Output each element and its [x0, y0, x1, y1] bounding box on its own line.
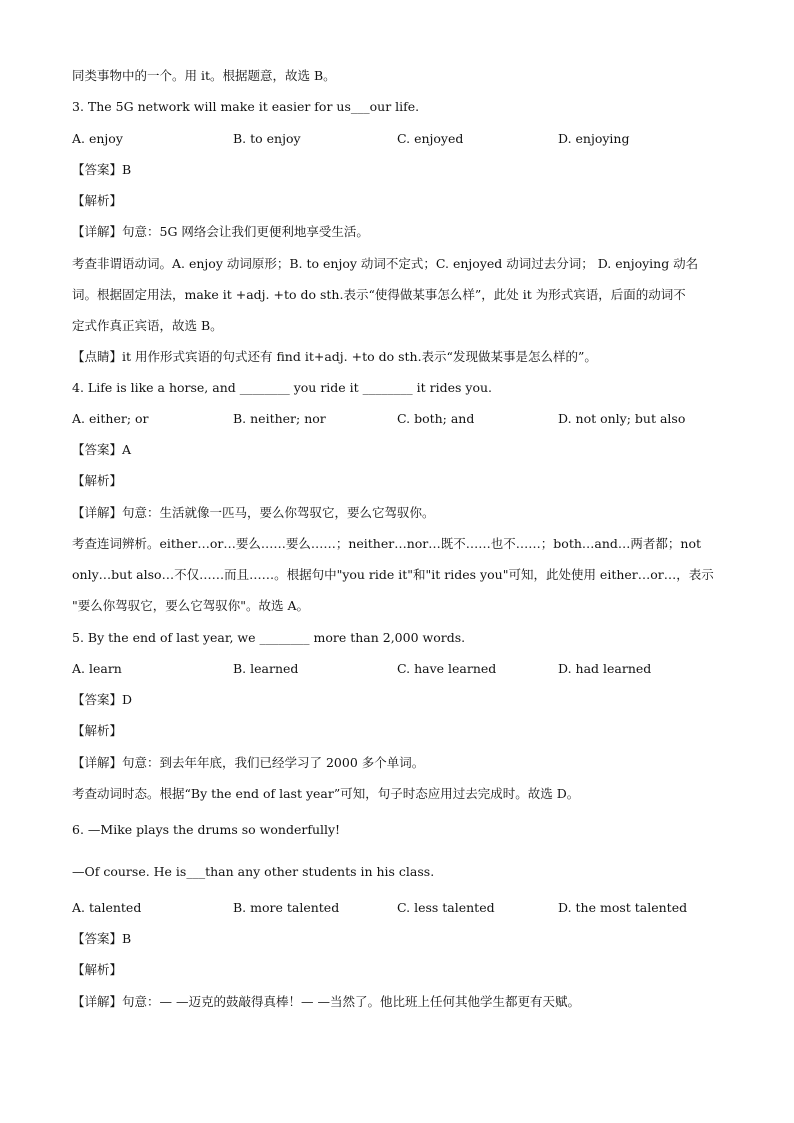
analysis-label: 【解析】 [72, 193, 123, 208]
question-6-reply: —Of course. He is___than any other students in his class. [72, 864, 435, 879]
explanation-text: "要么你驾驭它，要么它驾驭你"。故选 A。 [72, 598, 310, 613]
option-c: C. enjoyed [397, 131, 464, 146]
option-a: A. enjoy [72, 131, 123, 146]
explanation-text: only…but also…不仅……而且……。根据句中"you ride it"和"it rides you"可知，此处使用 either…or…，表示 [72, 567, 714, 582]
detail-text: 【详解】句意：— —迈克的鼓敲得真棒！— —当然了。他比班上任何其他学生都更有天赋。 [72, 994, 580, 1009]
question-3: 3. The 5G network will make it easier for us___our life. [72, 99, 420, 114]
explanation-text: 考查连词辨析。either…or…要么……要么……；neither…nor…既不……也不……；both…and…两者都；not [72, 536, 701, 551]
answer-label: 【答案】B [72, 162, 132, 177]
answer-label: 【答案】B [72, 931, 132, 946]
option-d: D. not only; but also [558, 411, 686, 426]
option-d: D. had learned [558, 661, 652, 676]
question-6: 6. —Mike plays the drums so wonderfully! [72, 822, 341, 837]
option-d: D. enjoying [558, 131, 630, 146]
explanation-text: 词。根据固定用法，make it +adj. +to do sth.表示“使得做某事怎么样”，此处 it 为形式宾语，后面的动词不 [72, 287, 686, 302]
detail-text: 【详解】句意：到去年年底，我们已经学习了 2000 多个单词。 [72, 755, 425, 770]
option-b: B. neither; nor [233, 411, 326, 426]
analysis-label: 【解析】 [72, 962, 123, 977]
explanation-text: 考查动词时态。根据“By the end of last year”可知，句子时态应用过去完成时。故选 D。 [72, 786, 580, 801]
option-a: A. learn [72, 661, 122, 676]
option-b: B. more talented [233, 900, 340, 915]
detail-text: 【详解】句意：5G 网络会让我们更便利地享受生活。 [72, 224, 369, 239]
text-line: 同类事物中的一个。用 it。根据题意，故选 B。 [72, 68, 336, 83]
question-5: 5. By the end of last year, we ________ more than 2,000 words. [72, 630, 466, 645]
explanation-text: 定式作真正宾语，故选 B。 [72, 318, 223, 333]
tip-text: 【点睛】it 用作形式宾语的句式还有 find it+adj. +to do sth.表示“发现做某事是怎么样的”。 [72, 349, 597, 364]
question-4: 4. Life is like a horse, and ________ you ride it ________ it rides you. [72, 380, 493, 395]
option-a: A. either; or [72, 411, 149, 426]
option-c: C. less talented [397, 900, 495, 915]
explanation-text: 考查非谓语动词。A. enjoy 动词原形；B. to enjoy 动词不定式；C. enjoyed 动词过去分词； D. enjoying 动名 [72, 256, 699, 271]
option-b: B. to enjoy [233, 131, 301, 146]
option-a: A. talented [72, 900, 142, 915]
analysis-label: 【解析】 [72, 723, 123, 738]
detail-text: 【详解】句意：生活就像一匹马，要么你驾驭它，要么它驾驭你。 [72, 505, 435, 520]
option-c: C. both; and [397, 411, 475, 426]
option-b: B. learned [233, 661, 299, 676]
option-d: D. the most talented [558, 900, 688, 915]
option-c: C. have learned [397, 661, 497, 676]
answer-label: 【答案】D [72, 692, 133, 707]
analysis-label: 【解析】 [72, 473, 123, 488]
answer-label: 【答案】A [72, 442, 132, 457]
